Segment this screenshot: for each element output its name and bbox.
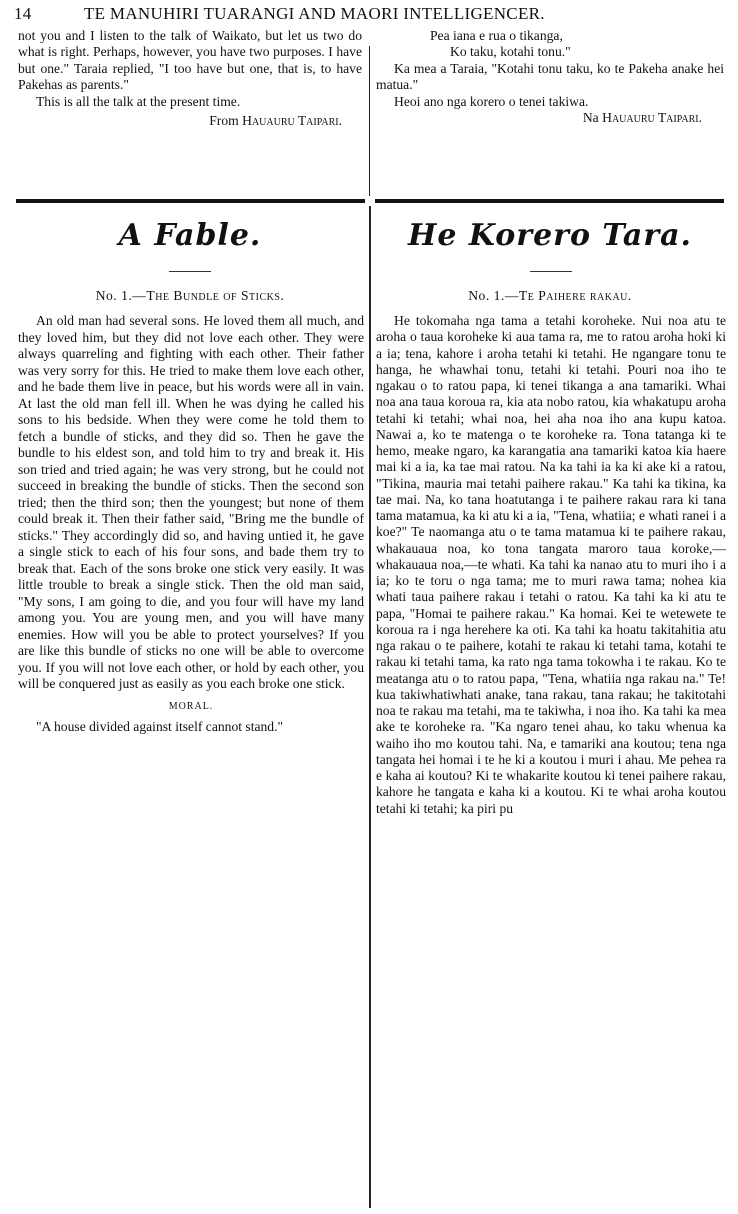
section-rule-left (16, 199, 365, 203)
column-divider-main (369, 206, 371, 1208)
page-number: 14 (14, 4, 32, 23)
column-divider-top (369, 46, 370, 196)
top-left-closing: This is all the talk at the present time. (36, 93, 241, 109)
fable-subheading (18, 288, 362, 304)
subheading-title: Te Paihere rakau. (518, 288, 632, 303)
top-left-column (18, 28, 362, 129)
top-right-column (376, 28, 724, 126)
subheading-number: No. 1.— (95, 288, 147, 303)
publication-title: TE MANUHIRI TUARANGI AND MAORI INTELLIGENCER. (84, 4, 545, 23)
subheading-number: No. 1.— (468, 288, 519, 303)
signature-name: Hauauru Taipari. (242, 113, 342, 129)
moral-heading: MORAL. (168, 700, 214, 712)
top-left-signature (18, 113, 362, 129)
top-right-signature (376, 110, 724, 126)
heading-underline-left (169, 271, 211, 272)
top-right-text: Ka mea a Taraia, "Kotahi tonu taku, ko te Pakeha anake hei matua." (376, 60, 724, 93)
fable-heading: A Fable. (118, 218, 262, 253)
section-rule-right (375, 199, 724, 203)
top-left-text: not you and I listen to the talk of Waikato, but let us two do what is right. Perhaps, however, you have two purposes. I have but one." Taraia replied, "I too have but one, that is, to have Pakehas as parents." (18, 28, 362, 93)
subheading-title: The Bundle of Sticks. (146, 288, 285, 303)
top-right-line-1: Pea iana e rua o tikanga, (430, 28, 563, 43)
korero-subheading (376, 288, 724, 304)
heading-underline-right (530, 271, 572, 272)
korero-body-column (376, 313, 726, 817)
signature-prefix: Na (582, 110, 599, 126)
korero-body: He tokomaha nga tama a tetahi koroheke. Nui noa atu te aroha o taua koroheke ki aua tama ra, me to ratou aroha hoki ki a ia; tena, kahore i aroha tetahi ki tetahi. He ngangare tonu te hanga, he whawhai tonu, tetahi ki tetahi. Pouri noa iho te ngakau o to ratou papa, ki tenei tikanga a ana tamariki. Whai noa ana taua koroua ra, kia ata nobo ratou, kia whakatupu aroha tetahi ki tetahi; whai noa, hei aha noa iho ana kupu katoa. Nawai a, ko te matenga o te koroheke ra. Tona tatanga ki te hemo, meake ngaro, ka karangatia ana tamariki katoa kia haere mai ki a ia, ka tae mai ratou. Na ka tahi ia ka ki ake ki a ratou, "Tikina, mauria mai tetahi paihere rakau." Ka tahi ka tikina, ka tae mai. Na, ko tana hoatutanga i te paihere rakau rara ki tana tama matamua, ka ki atu ki a ia, "Tena, whatiia; e whati ranei i a koe?" Te naomanga atu o te tama matamua ki te paihere rakau, whakauaua noa, ko tona tangata maroro taua koroke,—whakauaua noa,—te whati. Ka tahi ka nanao atu to muri iho i a ia; ko te toru o nga tama; me to muri rawa tama; nohea kia whati taua paihere rakau i tetahi o ratou. Ka tahi ka ki atu te papa, "Homai te paihere rakau." Ka homai. Kei te wetewete te koroua ra i nga herehere ka oti. Ka tahi ka hoatu takitahitia atu nga rakau o te paihere, kotahi te rakau ki tetahi tama, kotahi te rakau ki tetahi tama, ka rato nga tama tokowha i te rakau. Ko te meatanga atu o to ratou papa, "Tena, whatiia nga rakau na." Te! kua takiwhatiwhati anake, tana rakau, tana rakau; he takitotahi noa te rakau ma tetahi, ma te takiwha, i noa iho. Ka tahi ka mea ake te koroheke ra. "Ka ngaro tenei ahau, ko taku whenua ka waiho iho mo koutou tahi. Na, e tamariki ana koutou; tena nga tangata hei homai i te he ki a koutou i muri i ahau. Me pehea ra e kaha ai koutou? Ki te whakarite koutou ki tenei paihere rakau, kahore he tangata e kaha ki a koutou. Ki te whai aroha koutou tetahi ki tetahi; ka piri pu (376, 313, 726, 816)
top-right-closing: Heoi ano nga korero o tenei takiwa. (394, 93, 589, 109)
fable-body-column (18, 313, 364, 736)
top-right-line-2: Ko taku, kotahi tonu." (450, 44, 571, 60)
moral-text: "A house divided against itself cannot stand." (36, 719, 284, 734)
fable-body: An old man had several sons. He loved them all much, and they loved him, but they did not love each other. They were always quarreling and fighting with each other. Their father was very sorry for this. He tried to make them love each other, and he bade them live in peace, but his words were all in vain. At last the old man fell ill. When he was dying he called his sons to his bedside. When they were come he told them to fetch a bundle of sticks, and they did so. Then he gave the bundle to his eldest son, and told him to try and break it. His son tried and tried again; he was very strong, but he could not succeed in breaking the bundle of sticks. Then the second son tried; then the third son; then the youngest; but none of them could break it. Then their father said, "Bring me the bundle of sticks." They accordingly did so, and having untied it, he gave a single stick to each of his four sons, and bade them try to break that. Each of the sons broke one stick very easily. It was little trouble to break a single stick. Then the old man said, "My sons, I am going to die, and you four will have my land among you. You are young men, and you will have many enemies. How will you be able to protect yourselves? If you are like this bundle of sticks no one will be able to overcome you. If you will not love each other, or hold by each other, you will be conquered just as easily as you each broke one stick. (18, 313, 364, 691)
signature-name: Hauauru Taipari. (602, 110, 702, 126)
signature-prefix: From (209, 113, 239, 129)
page-header (14, 4, 726, 28)
korero-tara-heading: He Korero Tara. (407, 218, 693, 253)
